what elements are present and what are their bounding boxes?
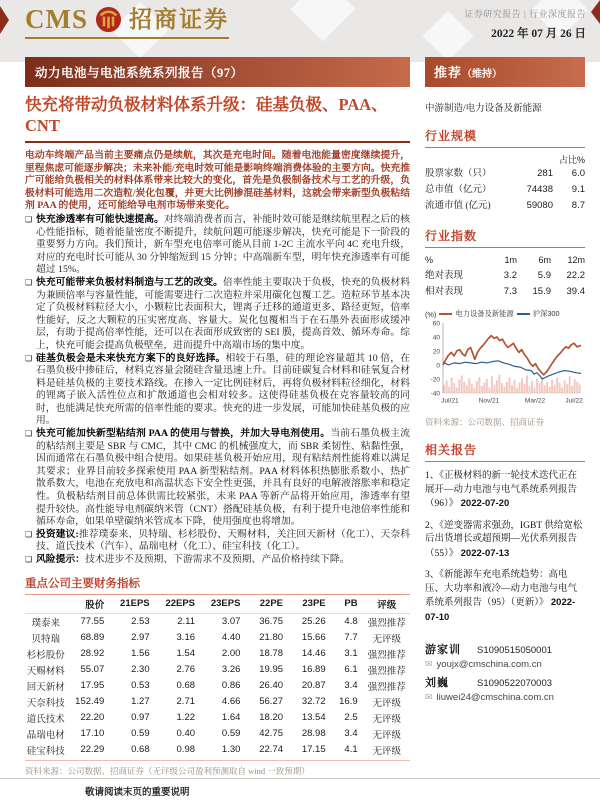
table-cell: 28.98 (301, 728, 326, 740)
index-value: 1m (504, 255, 517, 265)
bullet-lead: 风险提示： (36, 554, 85, 565)
related-reports-list (425, 470, 585, 625)
cms-badge-icon (95, 6, 122, 33)
table-header-cell: PB (332, 594, 364, 613)
table-cell: 6.1 (344, 664, 358, 676)
report-item-date: 2022-07-13 (460, 547, 510, 559)
table-cell: 硅宝科技 (25, 742, 67, 761)
table-cell: 0.98 (156, 742, 201, 761)
legend-series-name: 电力设备及新能源 (455, 309, 514, 318)
header-band (0, 0, 600, 62)
table-source-note: 资料来源：公司数据、招商证券（无评级公司盈利预测取自 wind 一致预期） (25, 765, 310, 776)
index-label: % (425, 255, 434, 265)
table-cell: 22.74 (246, 742, 289, 761)
bullet-text: 相较于石墨，硅的理论容量超其 10 倍，在石墨负极中掺硅后，材料克容量会随硅含量迅速上升。目前硅碳复合材料和硅氧复合材料是硅基负极的主要技术路线。在掺入一定比例硅材后，再将负极材料粒径细化，材料的锂离子嵌入活性位点和扩散通道也会相对较多。这使得硅基负极在克容量较高的同时，也能满足快充所需的倍率性能的要求。快充的进一步发展，可能加快硅基负极的应用。 (36, 352, 411, 427)
table-cell: 天奈科技 (26, 698, 65, 709)
table-cell: 22.29 (67, 742, 111, 761)
bullet-square-icon: ❑ (25, 429, 33, 439)
bullet-square-icon: ❑ (25, 214, 33, 224)
sidebar (425, 57, 585, 707)
bullet-square-icon: ❑ (25, 529, 33, 539)
table-cell: 42.75 (259, 728, 284, 740)
index-label: 绝对表现 (425, 271, 464, 281)
index-row (425, 268, 585, 284)
page-title: 快充将带动负极材料体系升级：硅基负极、PAA、CNT (25, 94, 410, 143)
chart-y-unit: (%) (425, 309, 437, 319)
table-cell: 56.27 (259, 696, 284, 708)
analyst-name: 刘巍 (425, 677, 449, 689)
table-cell: 0.40 (176, 728, 196, 740)
bullet-square-icon: ❑ (25, 555, 33, 564)
report-item-text: 3、《新能源车充电系统趋势：高电压、大功率和液冷—动力电池与电气系统系列报告（95）（更新）》 (425, 570, 578, 608)
table-cell: 2.30 (131, 664, 150, 676)
table-cell: 20.87 (301, 680, 326, 692)
table-cell: 3.1 (344, 648, 358, 660)
bullet-text: 倍率性能主要取决于负极，快充的负极材料为兼顾倍率与容量性能，可能需要进行二次造粒并采用碳化包覆工艺。造粒环节基本决定了负极材料粒径大小，小颗粒比表面积大，锂离子迁移的通道更多、路径更短，倍率性能好，反之大颗粒的压实密度高、容量大。炭化包覆相当于在石墨外表面形成缓冲层，有助于提高倍率性能，还可以在表面形成致密的 SEI 膜，提高首效、循环寿命。综上，快充可能会提高负极壁垒，进而提升中高端市场的集中度。 (36, 276, 411, 351)
table-cell: 17.10 (80, 728, 105, 740)
bullet-lead: 投资建议: (36, 528, 79, 540)
scale-value: 281 (537, 168, 553, 179)
table-cell: 22.20 (80, 712, 105, 724)
summary-bullets (25, 214, 410, 567)
index-value: 39.4 (566, 286, 585, 297)
table-cell: 2.11 (177, 616, 196, 628)
scale-label: 总市值（亿元） (425, 185, 492, 195)
bullet-text: 推荐璞泰来、贝特瑞、杉杉股份、天赐材料，关注回天新材（化工）、天奈科技、道氏技术（汽车）、晶瑞电材（化工）、硅宝科技（化工）。 (36, 528, 410, 553)
svg-text:60: 60 (432, 320, 440, 328)
table-cell: 1.54 (176, 648, 196, 660)
bullet-item (25, 214, 410, 277)
bullet-item (25, 529, 410, 554)
bullet-lead: 快充可能带来负极材料制造与工艺的改变。 (36, 276, 224, 288)
table-cell: 天赐材料 (26, 666, 65, 677)
table-cell: 17.95 (80, 680, 105, 692)
table-cell: 2.53 (131, 616, 150, 628)
table-cell: 无评级 (372, 730, 402, 741)
rating-status: （维持） (462, 69, 503, 80)
table-cell: 贝特瑞 (31, 634, 61, 645)
table-cell: 55.07 (80, 664, 105, 676)
index-row (425, 253, 585, 268)
bullet-lead: 快充渗透率有可能快速提高。 (36, 213, 164, 225)
svg-text:-20: -20 (430, 376, 440, 384)
table-cell: 0.68 (110, 742, 155, 761)
table-cell: 道氏技术 (26, 714, 65, 725)
cms-logo-text: CMS (25, 4, 88, 34)
table-cell: 3.07 (221, 616, 241, 628)
rating-label: 推荐 (434, 65, 463, 80)
scale-pct: 8.7 (571, 200, 585, 211)
table-cell: 15.66 (301, 632, 326, 644)
bullet-text: 技术进步不及预期、下游需求不及预期、产品价格持续下降。 (84, 554, 350, 565)
scale-row (425, 182, 585, 198)
svg-text:Jul/21: Jul/21 (441, 397, 459, 405)
table-header-cell: 23PE (289, 594, 332, 613)
table-header-cell: 21EPS (110, 594, 155, 613)
table-cell: 4.66 (221, 696, 241, 708)
cms-logo (25, 6, 229, 39)
footer-note: 敬请阅读末页的重要说明 (85, 788, 190, 798)
table-cell: 1.30 (201, 742, 246, 761)
table-cell: 强烈推荐 (367, 618, 406, 629)
table-cell: 强烈推荐 (367, 650, 406, 661)
table-cell: 3.26 (221, 664, 241, 676)
table-cell: 杉杉股份 (26, 650, 65, 661)
table-cell: 0.59 (131, 728, 150, 740)
table-cell: 0.97 (131, 712, 150, 724)
corner-decor (591, 0, 600, 24)
index-value: 22.2 (566, 270, 585, 281)
table-cell: 无评级 (372, 634, 402, 645)
bullet-item (25, 428, 410, 529)
bullet-square-icon: ❑ (25, 353, 33, 363)
industry-index-table (425, 253, 585, 300)
table-cell: 68.89 (80, 632, 105, 644)
table-cell: 2.76 (176, 664, 196, 676)
table-cell: 25.26 (301, 616, 326, 628)
chart-source-note: 资料来源：公司数据、招商证券 (425, 417, 545, 427)
industry-category: 中游制造/电力设备及新能源 (425, 104, 542, 114)
report-item-text: 1、《正极材料的新一轮技术迭代正在展开—动力电池与电气系统系列报告（96）》 (425, 471, 578, 509)
report-type: 证券研究报告 | 行业深度报告 (464, 9, 586, 19)
key-companies-table (25, 594, 410, 761)
bullet-item (25, 554, 410, 567)
analyst-row (425, 641, 585, 657)
table-row (25, 662, 410, 678)
scale-label: 流通市值 (亿元) (425, 201, 491, 211)
analyst-email: youjx@cmschina.com.cn (436, 659, 542, 670)
table-cell: 2.00 (221, 648, 241, 660)
table-cell: 19.95 (259, 664, 284, 676)
table-cell: 0.59 (221, 728, 241, 740)
table-cell: 3.4 (344, 728, 358, 740)
related-reports-title: 相关报告 (425, 441, 585, 462)
index-value: 7.3 (503, 286, 517, 297)
analyst-name: 游家训 (425, 644, 461, 656)
table-cell: 晶瑞电材 (26, 730, 65, 741)
report-item (425, 569, 585, 625)
table-cell: 无评级 (364, 742, 410, 761)
bullet-square-icon: ❑ (25, 277, 33, 287)
bullet-item (25, 277, 410, 353)
summary-intro: 电动车终端产品当前主要痛点仍是续航，其次是充电时间。随着电池能量密度继续提升，里程焦虑可能逐步解决；未来补能/充电时效可能是影响终端消费体验的主要方向。快充推广可能给负极相关的材料体系带来比较大的变化，首先是负极制备技术与工艺的升级，负极材料可能选用二次造粒/炭化包覆，并更大比例掺混硅基材料，这就会带来新型负极粘结剂 PAA 的使用，还可能给导电剂市场带来变化。 (25, 150, 410, 212)
scale-value: 74438 (526, 184, 553, 195)
table-header-cell: 股价 (67, 594, 111, 613)
table-cell: 4.1 (332, 742, 364, 761)
table-cell: 0.86 (221, 680, 241, 692)
table-cell: 2.97 (131, 632, 150, 644)
table-cell: 152.49 (75, 696, 105, 708)
bullet-text: 当前石墨负极主流的粘结剂主要是 SBR 与 CMC，其中 CMC 的机械强度大，而 SBR 柔韧性、粘黏性强，因而通常在石墨负极中组合使用。如果硅基负极开始应用，现有粘结剂性能将难以满足其要求；业界目前较多探索使用 PAA 新型粘结剂。PAA 材料体积热膨胀系数小、热扩散系数大，电池在充放电和高温状态下安全性更强，并具有良好的电解液溶胀率和稳定性。负极粘结剂目前总体供需比较紧张，未来 PAA 等新产品将开始应用，渗透率有望提升较快。高性能导电剂碳纳米管（CNT）搭配硅基负极，有利于提升电池倍率性能和循环寿命，如果单壁碳纳米管成本下降，使用强度也将增加。 (36, 428, 411, 528)
table-cell: 16.9 (339, 696, 358, 708)
table-header-cell (25, 594, 67, 613)
index-value: 3.2 (503, 270, 517, 281)
table-header-cell: 22EPS (156, 594, 201, 613)
table-cell: 1.56 (131, 648, 150, 660)
report-item-text: 2、《逆变器需求强劲，IGBT 供给宽松后出货增长或超预期—光伏系列报告（55）》 (425, 520, 583, 559)
report-item (425, 520, 585, 562)
table-cell: 0.68 (176, 680, 196, 692)
svg-text:Mar/22: Mar/22 (524, 397, 546, 405)
table-row (25, 742, 410, 761)
envelope-icon: ✉ (425, 692, 433, 702)
table-row (25, 646, 410, 662)
table-row (25, 613, 410, 630)
report-item (425, 470, 585, 512)
svg-text:-40: -40 (430, 390, 440, 398)
table-cell: 17.15 (289, 742, 332, 761)
table-cell: 16.89 (301, 664, 326, 676)
table-row (25, 630, 410, 646)
table-cell: 2.5 (344, 712, 358, 724)
svg-text:0: 0 (436, 362, 440, 370)
analyst-email: liuwei24@cmschina.com.cn (436, 692, 554, 703)
main-column (25, 57, 410, 777)
table-cell: 77.55 (80, 616, 105, 628)
svg-text:40: 40 (432, 334, 440, 342)
rating-box (425, 57, 585, 87)
industry-index-title: 行业指数 (425, 227, 585, 248)
table-cell: 4.40 (221, 632, 241, 644)
table-header-cell: 23EPS (201, 594, 246, 613)
analysts-block (425, 641, 585, 703)
index-label: 相对表现 (425, 287, 464, 297)
table-cell: 4.8 (344, 616, 358, 628)
report-date: 2022 年 07 月 26 日 (491, 28, 586, 40)
analyst-license-id: S1090522070003 (477, 678, 553, 689)
analyst-email-link[interactable] (425, 692, 585, 703)
scale-row (425, 198, 585, 214)
legend-series-name: 沪深300 (532, 309, 560, 318)
scale-pct: 6.0 (571, 168, 585, 179)
table-row (25, 694, 410, 710)
table-cell: 7.7 (344, 632, 358, 644)
bullet-text: 对终端消费者而言，补能时效可能是继续航里程之后的核心性能指标，随着能量密度不断提升，续航问题可能逐步解决，快充可能是下一阶段的重要努力方向。我们预计，新车型充电倍率可能从目前 1-2C 主流水平向 4C 充电升级，对应的充电时长可能从 30 分钟缩短到 15 分钟；中高端新车型，明年快充渗透率有可能超过 15%。 (36, 213, 411, 276)
table-cell: 回天新材 (26, 682, 65, 693)
analyst-license-id: S1090515050001 (477, 645, 553, 656)
table-header-cell: 评级 (364, 594, 410, 613)
table-cell: 0.53 (131, 680, 150, 692)
industry-scale-table (425, 166, 585, 214)
index-value: 15.9 (532, 286, 551, 297)
analyst-row (425, 674, 585, 690)
table-cell: 强烈推荐 (367, 682, 406, 693)
table-cell: 21.80 (259, 632, 284, 644)
table-row (25, 726, 410, 742)
table-cell: 无评级 (372, 698, 402, 709)
table-cell: 2.71 (176, 696, 196, 708)
industry-performance-chart (425, 319, 585, 411)
bullet-lead: 快充可能加快新型粘结剂 PAA 的使用与替换，并加大导电剂使用。 (36, 428, 331, 440)
table-header-cell: 22PE (246, 594, 289, 613)
table-cell: 36.75 (259, 616, 284, 628)
table-cell: 1.22 (176, 712, 196, 724)
report-item-date: 2022-07-20 (460, 498, 510, 509)
table-cell: 18.78 (259, 648, 284, 660)
table-cell: 1.64 (221, 712, 241, 724)
footer-divider (0, 778, 600, 779)
scale-label: 股票家数（只） (425, 169, 492, 179)
report-item-date: 2022-07-10 (425, 597, 576, 623)
index-value: 6m (538, 255, 551, 265)
svg-text:20: 20 (432, 348, 440, 356)
table-cell: 14.46 (301, 648, 326, 660)
table-row (25, 710, 410, 726)
scale-value: 59080 (526, 200, 553, 211)
table-cell: 强烈推荐 (367, 666, 406, 677)
table-cell: 13.54 (301, 712, 326, 724)
index-value: 5.9 (537, 270, 551, 281)
index-value: 12m (567, 255, 585, 265)
industry-scale-title: 行业规模 (425, 127, 585, 148)
scale-row (425, 166, 585, 182)
scale-pct: 9.1 (571, 184, 585, 195)
table-row (25, 678, 410, 694)
svg-text:Jul/22: Jul/22 (565, 397, 583, 405)
table-cell: 3.4 (344, 680, 358, 692)
band-decor (290, 0, 355, 42)
corner-decor (0, 6, 9, 34)
cms-logo-cn: 招商证券 (129, 6, 229, 32)
legend-swatch (517, 313, 530, 315)
table-cell: 26.40 (259, 680, 284, 692)
chart-legend (425, 309, 585, 319)
table-cell: 28.92 (80, 648, 105, 660)
index-row (425, 284, 585, 300)
table-cell: 3.16 (176, 632, 196, 644)
envelope-icon: ✉ (425, 659, 433, 669)
table-cell: 32.72 (301, 696, 326, 708)
key-companies-title: 重点公司主要财务指标 (25, 577, 140, 590)
legend-swatch (439, 313, 452, 315)
scale-pct-header: 占比% (558, 155, 585, 165)
table-cell: 18.20 (259, 712, 284, 724)
table-cell: 无评级 (372, 714, 402, 725)
bullet-lead: 硅基负极会是未来快充方案下的良好选择。 (36, 352, 226, 364)
table-cell: 1.27 (131, 696, 150, 708)
analyst-email-link[interactable] (425, 659, 585, 670)
table-cell: 璞泰来 (31, 618, 61, 629)
bullet-item (25, 353, 410, 429)
series-title-bar: 动力电池与电池系统系列报告（97） (25, 57, 410, 87)
svg-text:Nov/21: Nov/21 (478, 397, 500, 405)
